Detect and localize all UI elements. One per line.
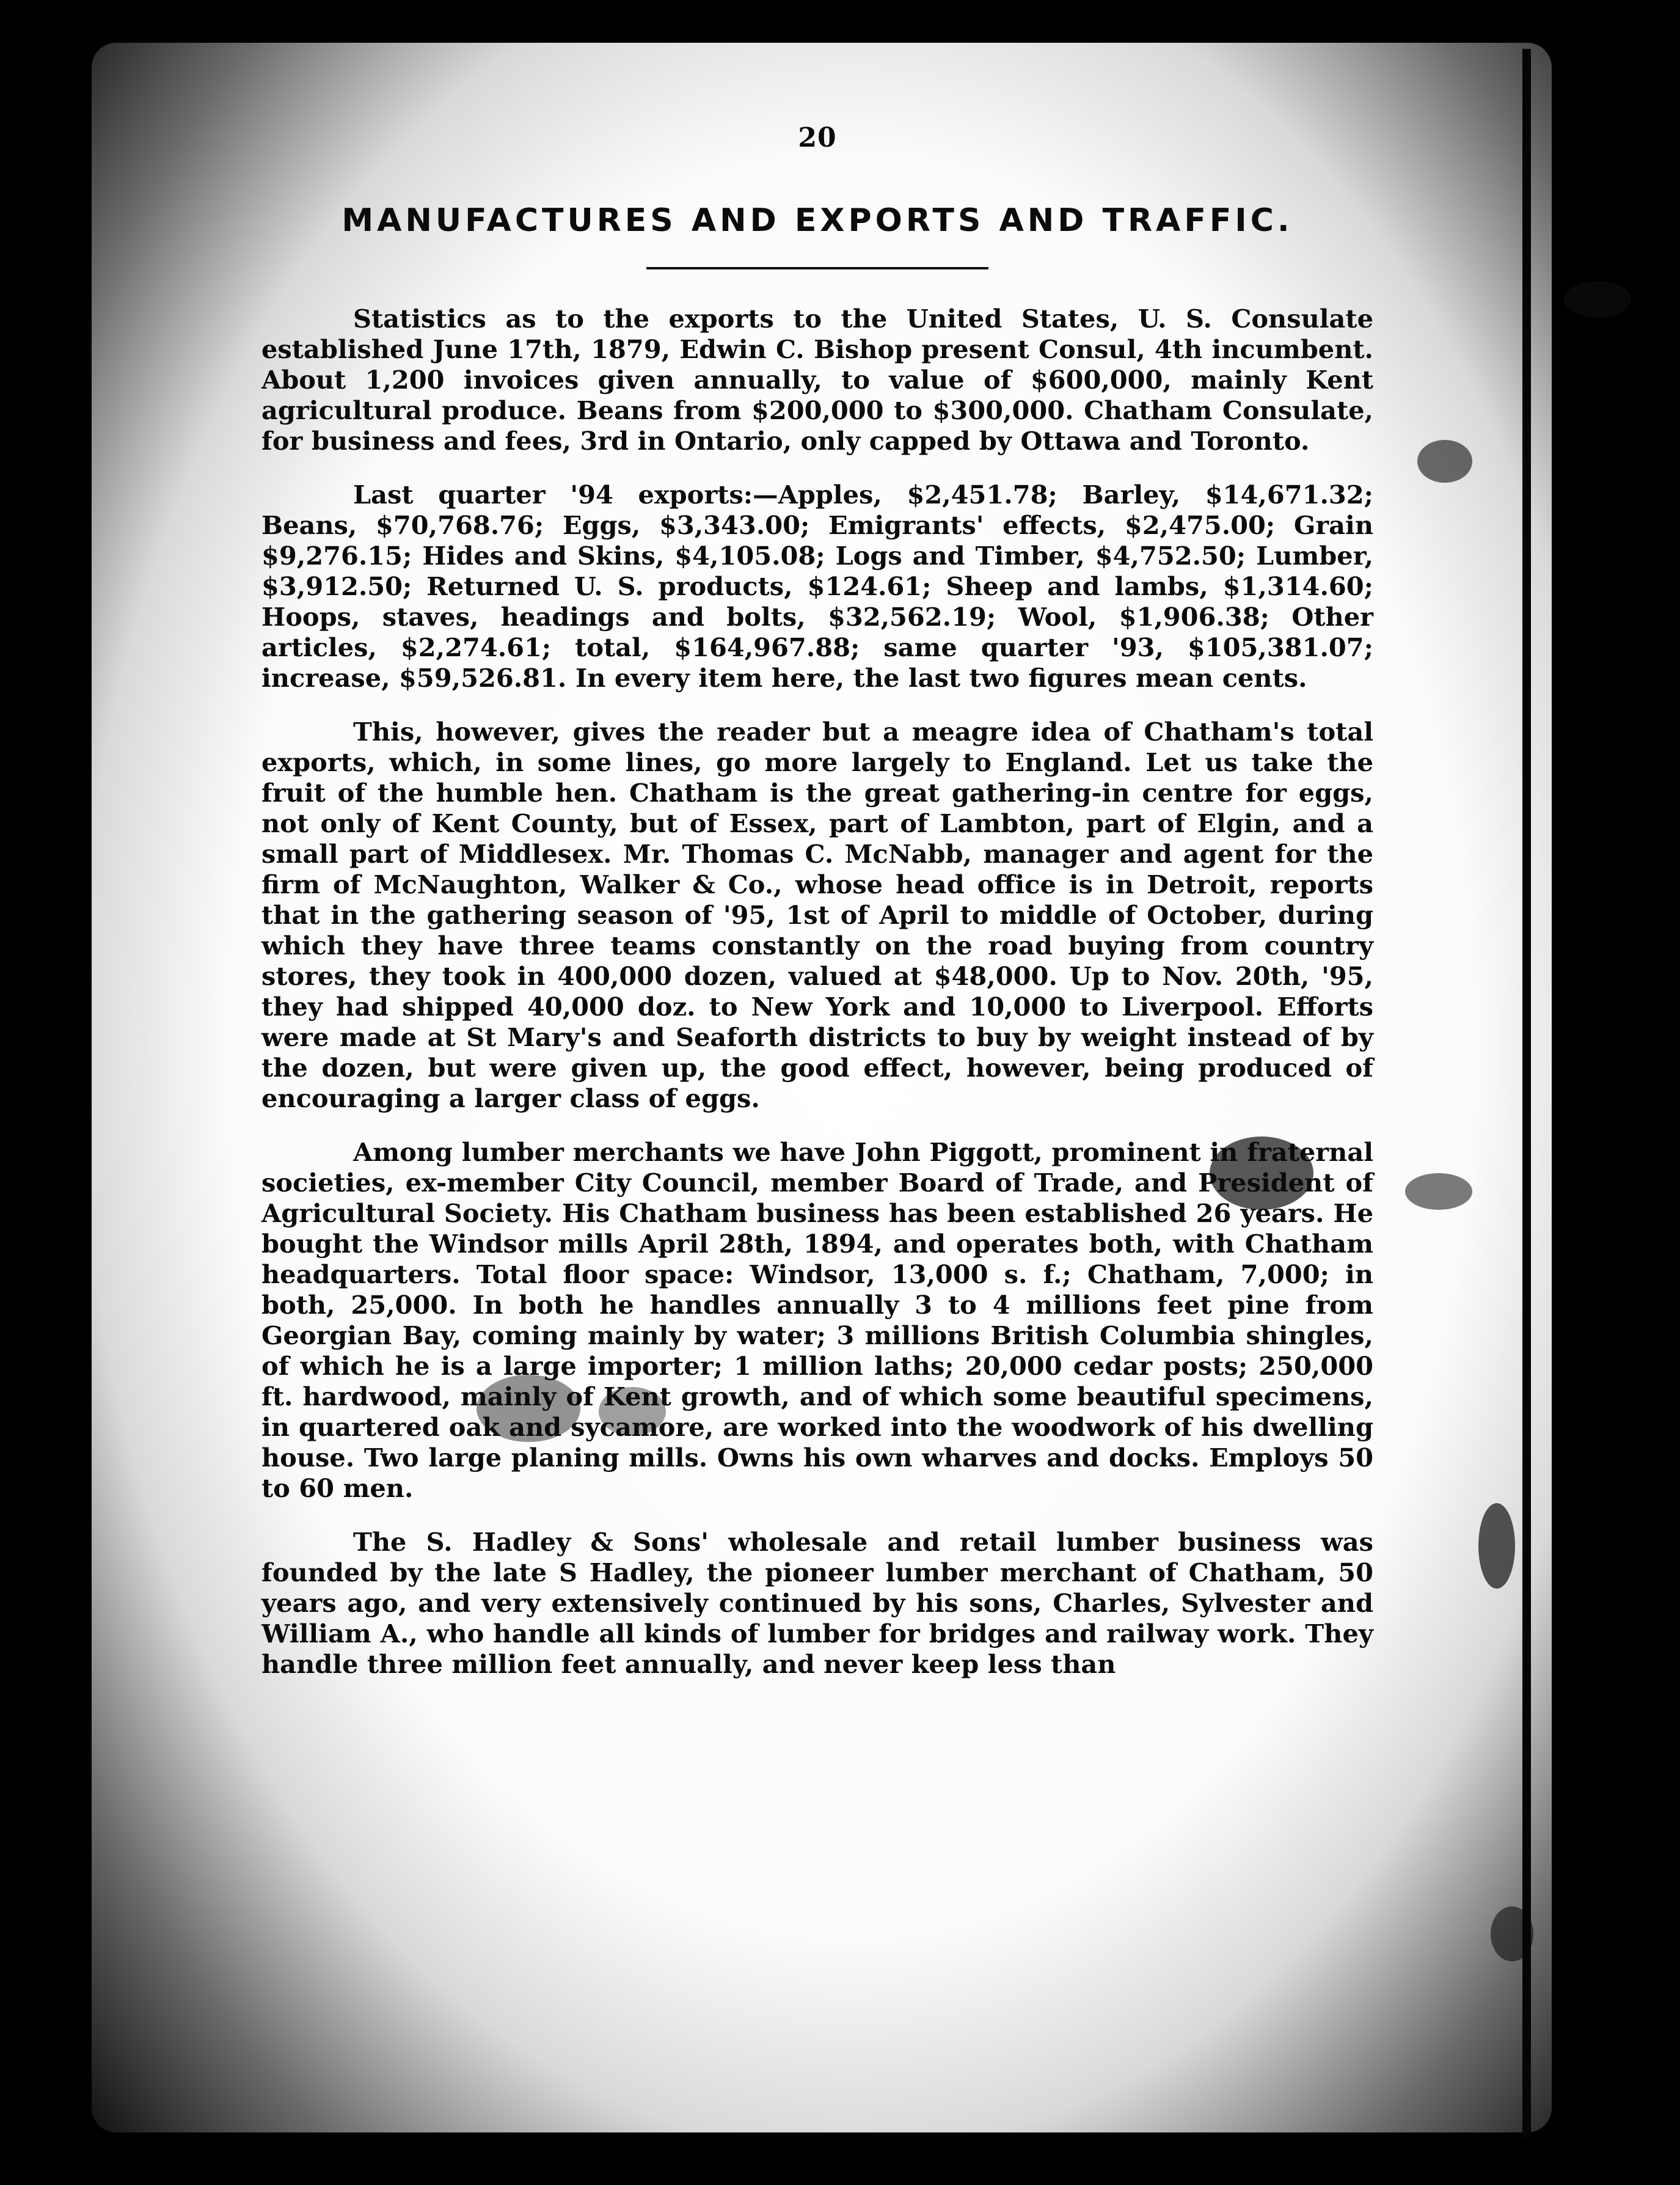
page-number: 20 bbox=[798, 122, 837, 153]
ink-blot bbox=[1405, 1173, 1472, 1210]
paragraph-hadley-lumber: The S. Hadley & Sons' wholesale and retail lumber business was founded by the late S Hadley, the pioneer lumber merchant of Chatham, 50 years ago, and very extensively continued by his sons, Charles, Sylvester and William A., who handle all kinds of lumber for bridges and railway work. They handle three million feet annually, and never keep less than bbox=[261, 1527, 1373, 1679]
ink-blot bbox=[1417, 440, 1472, 483]
section-title: MANUFACTURES AND EXPORTS AND TRAFFIC. bbox=[341, 202, 1293, 239]
paragraph-exports-list: Last quarter '94 exports:—Apples, $2,451.78; Barley, $14,671.32; Beans, $70,768.76; Eggs, $3,343.00; Emigrants' effects, $2,475.00; Grain $9,276.15; Hides and Skins, $4,105.08; Logs and Timber, $4,752.50; Lumber, $3,912.50; Returned U. S. products, $124.61; Sheep and lambs, $1,314.60; Hoops, staves, headings and bolts, $32,562.19; Wool, $1,906.38; Other articles, $2,274.61; total, $164,967.88; same quarter '93, $105,381.07; increase, $59,526.81. In every item here, the last two figures mean cents. bbox=[261, 480, 1373, 693]
title-rule bbox=[646, 267, 988, 269]
paragraph-piggott-lumber: Among lumber merchants we have John Piggott, prominent in fraternal societies, ex-member City Council, member Board of Trade, and President of Agricultural Society. His Chatham business has been established 26 years. He bought the Windsor mills April 28th, 1894, and operates both, with Chatham headquarters. Total floor space: Windsor, 13,000 s. f.; Chatham, 7,000; in both, 25,000. In both he handles annually 3 to 4 millions feet pine from Georgian Bay, coming mainly by water; 3 millions British Columbia shingles, of which he is a large importer; 1 million laths; 20,000 cedar posts; 250,000 ft. hardwood, mainly of Kent growth, and of which some beautiful specimens, in quartered oak and sycamore, are worked into the woodwork of his dwelling house. Two large planing mills. Owns his own wharves and docks. Employs 50 to 60 men. bbox=[261, 1137, 1373, 1503]
ink-blot bbox=[1564, 281, 1631, 318]
ink-blot bbox=[1478, 1503, 1515, 1589]
paragraph-eggs: This, however, gives the reader but a meagre idea of Chatham's total exports, which, in some lines, go more largely to England. Let us take the fruit of the humble hen. Chatham is the great gathering-in centre for eggs, not only of Kent County, but of Essex, part of Lambton, part of Elgin, and a small part of Middlesex. Mr. Thomas C. McNabb, manager and agent for the firm of McNaughton, Walker & Co., whose head office is in Detroit, reports that in the gathering season of '95, 1st of April to middle of October, during which they have three teams constantly on the road buying from country stores, they took in 400,000 dozen, valued at $48,000. Up to Nov. 20th, '95, they had shipped 40,000 doz. to New York and 10,000 to Liverpool. Efforts were made at St Mary's and Seaforth districts to buy by weight instead of by the dozen, but were given up, the good effect, however, being produced of encouraging a larger class of eggs. bbox=[261, 717, 1373, 1113]
page-content bbox=[261, 122, 1373, 1703]
binding-rule bbox=[1522, 49, 1531, 2139]
paragraph-consulate: Statistics as to the exports to the United States, U. S. Consulate established June 17th, 1879, Edwin C. Bishop present Consul, 4th incumbent. About 1,200 invoices given annually, to value of $600,000, mainly Kent agricultural produce. Beans from $200,000 to $300,000. Chatham Consulate, for business and fees, 3rd in Ontario, only capped by Ottawa and Toronto. bbox=[261, 304, 1373, 456]
